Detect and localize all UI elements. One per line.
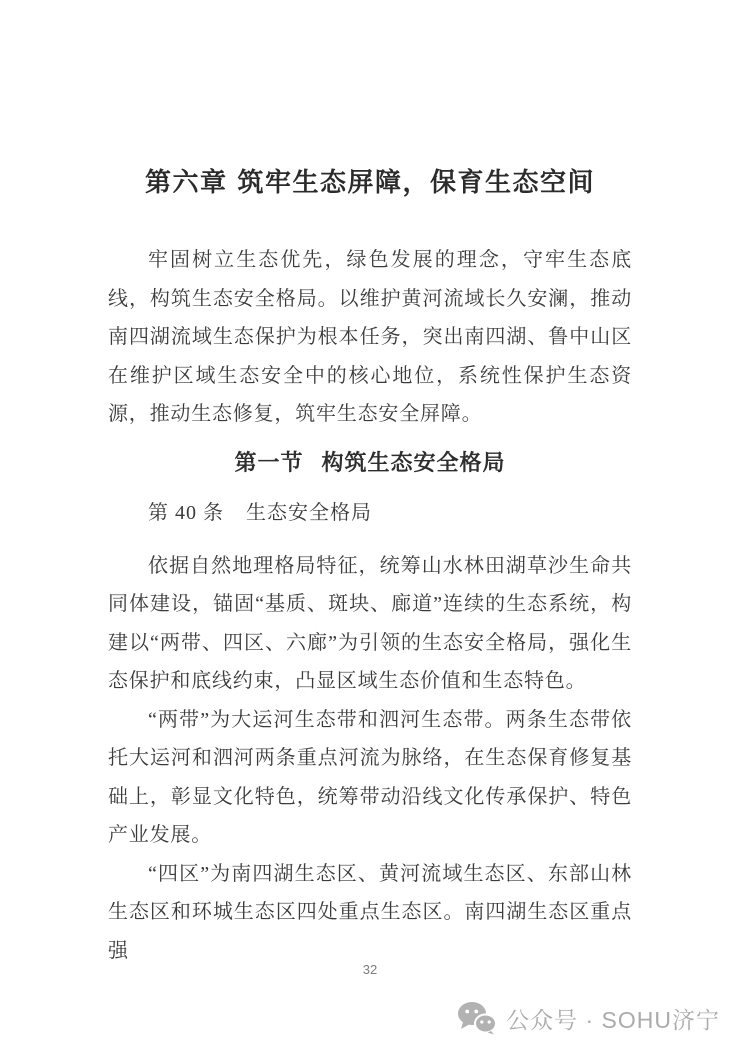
body-paragraph: “四区”为南四湖生态区、黄河流域生态区、东部山林生态区和环城生态区四处重点生态区。南四湖生态区重点强 — [108, 862, 632, 962]
page-number: 32 — [362, 962, 378, 977]
intro-paragraph: 牢固树立生态优先，绿色发展的理念，守牢生态底线，构筑生态安全格局。以维护黄河流域长久安澜，推动南四湖流域生态保护为根本任务，突出南四湖、鲁中山区在维护区域生态安全中的核心地位，系统性保护生态资源，推动生态修复，筑牢生态安全屏障。 — [108, 249, 632, 425]
article-title: 生态安全格局 — [246, 502, 372, 524]
body-paragraph: “两带”为大运河生态带和泗河生态带。两条生态带依托大运河和泗河两条重点河流为脉络，在生态保育修复基础上，彰显文化特色，统筹带动沿线文化传承保护、特色产业发展。 — [108, 708, 632, 846]
watermark — [457, 1001, 720, 1035]
chapter-heading — [0, 0, 740, 199]
article-number: 第 40 条 — [148, 502, 224, 524]
chapter-title: 筑牢生态屏障，保育生态空间 — [237, 168, 596, 197]
watermark-text: 公众号 · SOHU济宁 — [506, 1006, 720, 1033]
chapter-number: 第六章 — [144, 168, 228, 197]
article-heading — [108, 494, 632, 533]
body-paragraph: 依据自然地理格局特征，统筹山水林田湖草沙生命共同体建设，锚固“基质、斑块、廊道”连续的生态系统，构建以“两带、四区、六廊”为引领的生态安全格局，强化生态保护和底线约束，凸显区域生态价值和生态特色。 — [108, 554, 632, 692]
section-title: 构筑生态安全格局 — [321, 449, 506, 475]
wechat-icon — [457, 1001, 497, 1035]
section-heading — [108, 444, 632, 483]
section-number: 第一节 — [234, 449, 304, 475]
document-body — [108, 241, 632, 970]
